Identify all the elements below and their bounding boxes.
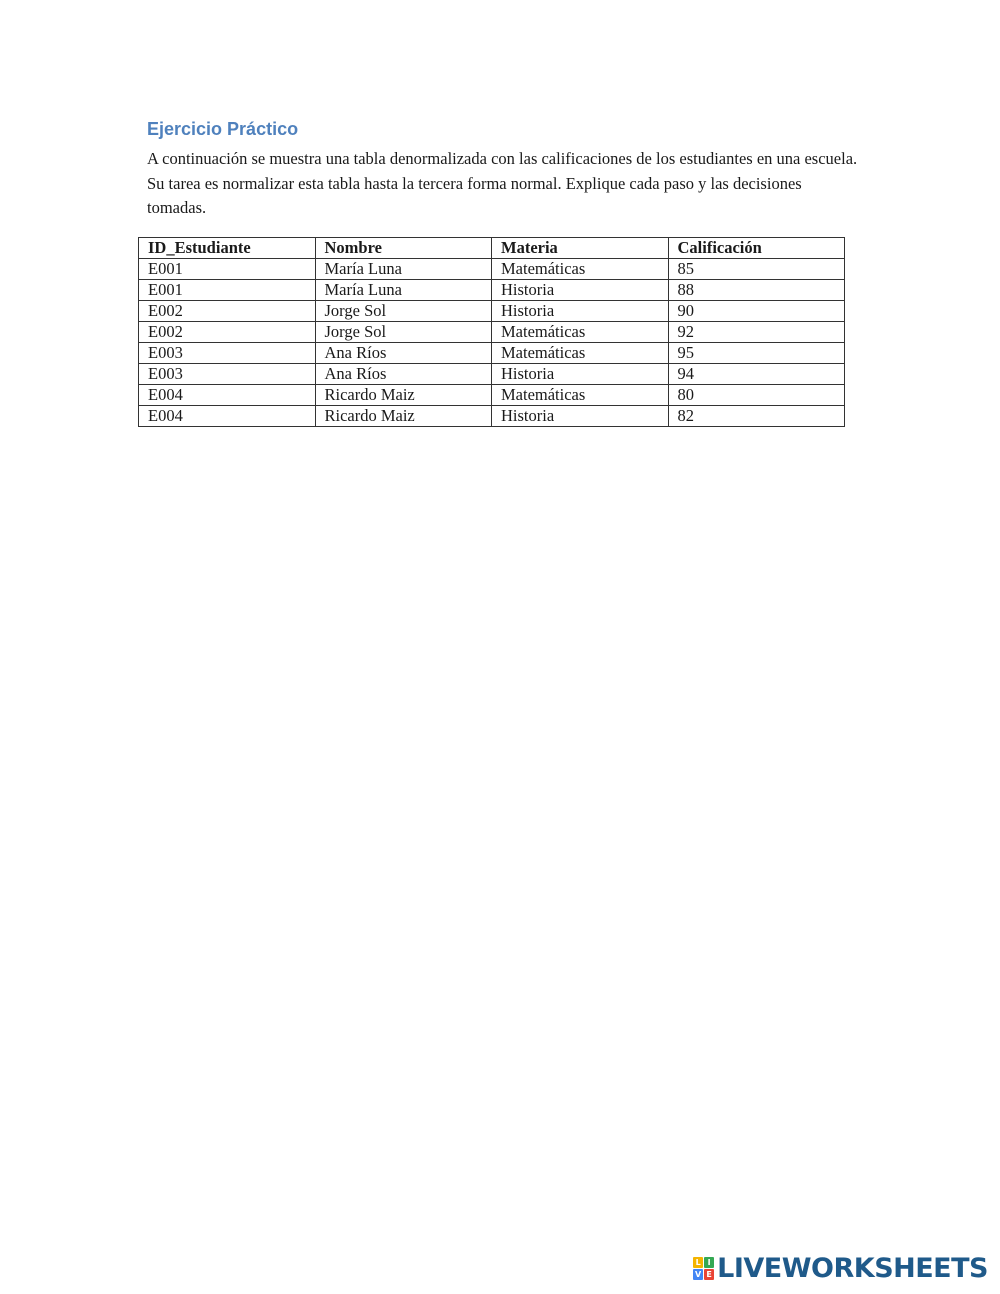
cell-grade: 80 (668, 385, 845, 406)
liveworksheets-logo-text: LIVEWORKSHEETS (717, 1253, 988, 1284)
cell-name: Ana Ríos (315, 364, 492, 385)
exercise-heading: Ejercicio Práctico (147, 119, 299, 139)
cell-subject: Matemáticas (492, 385, 669, 406)
logo-mark-cell: V (695, 1270, 702, 1279)
cell-id: E004 (139, 406, 316, 427)
logo-mark-cell: L (693, 1257, 703, 1268)
cell-grade: 92 (668, 322, 845, 343)
cell-subject: Historia (492, 406, 669, 427)
liveworksheets-logo (693, 1255, 988, 1282)
table-row (139, 406, 845, 427)
exercise-instructions: A continuación se muestra una tabla denormalizada con las calificaciones de los estudiantes en una escuela. Su tarea es normalizar esta tabla hasta la tercera forma normal. Explique cada paso y las decisiones tomadas. (147, 149, 858, 217)
cell-name: Ricardo Maiz (315, 385, 492, 406)
cell-grade: 95 (668, 343, 845, 364)
table-row (139, 259, 845, 280)
table-row (139, 364, 845, 385)
cell-name: María Luna (315, 280, 492, 301)
cell-subject: Historia (492, 301, 669, 322)
cell-name: Ana Ríos (315, 343, 492, 364)
logo-mark-cell: E (704, 1269, 714, 1280)
cell-grade: 94 (668, 364, 845, 385)
logo-mark-cell: I (704, 1257, 714, 1268)
cell-grade: 82 (668, 406, 845, 427)
cell-subject: Matemáticas (492, 322, 669, 343)
grades-table (138, 237, 845, 427)
column-header-id: ID_Estudiante (139, 238, 316, 259)
table-row (139, 322, 845, 343)
table-row (139, 301, 845, 322)
cell-id: E001 (139, 280, 316, 301)
cell-id: E003 (139, 343, 316, 364)
cell-subject: Historia (492, 280, 669, 301)
column-header-name: Nombre (315, 238, 492, 259)
table-row (139, 385, 845, 406)
table-header-row (139, 238, 845, 259)
column-header-subject: Materia (492, 238, 669, 259)
cell-id: E004 (139, 385, 316, 406)
liveworksheets-logo-icon (693, 1257, 714, 1280)
table-row (139, 280, 845, 301)
table-row (139, 343, 845, 364)
cell-name: Ricardo Maiz (315, 406, 492, 427)
cell-name: Jorge Sol (315, 301, 492, 322)
cell-id: E002 (139, 301, 316, 322)
column-header-grade: Calificación (668, 238, 845, 259)
cell-grade: 90 (668, 301, 845, 322)
cell-subject: Matemáticas (492, 259, 669, 280)
cell-id: E002 (139, 322, 316, 343)
cell-grade: 85 (668, 259, 845, 280)
cell-id: E001 (139, 259, 316, 280)
cell-grade: 88 (668, 280, 845, 301)
cell-subject: Matemáticas (492, 343, 669, 364)
cell-subject: Historia (492, 364, 669, 385)
cell-name: Jorge Sol (315, 322, 492, 343)
cell-name: María Luna (315, 259, 492, 280)
cell-id: E003 (139, 364, 316, 385)
